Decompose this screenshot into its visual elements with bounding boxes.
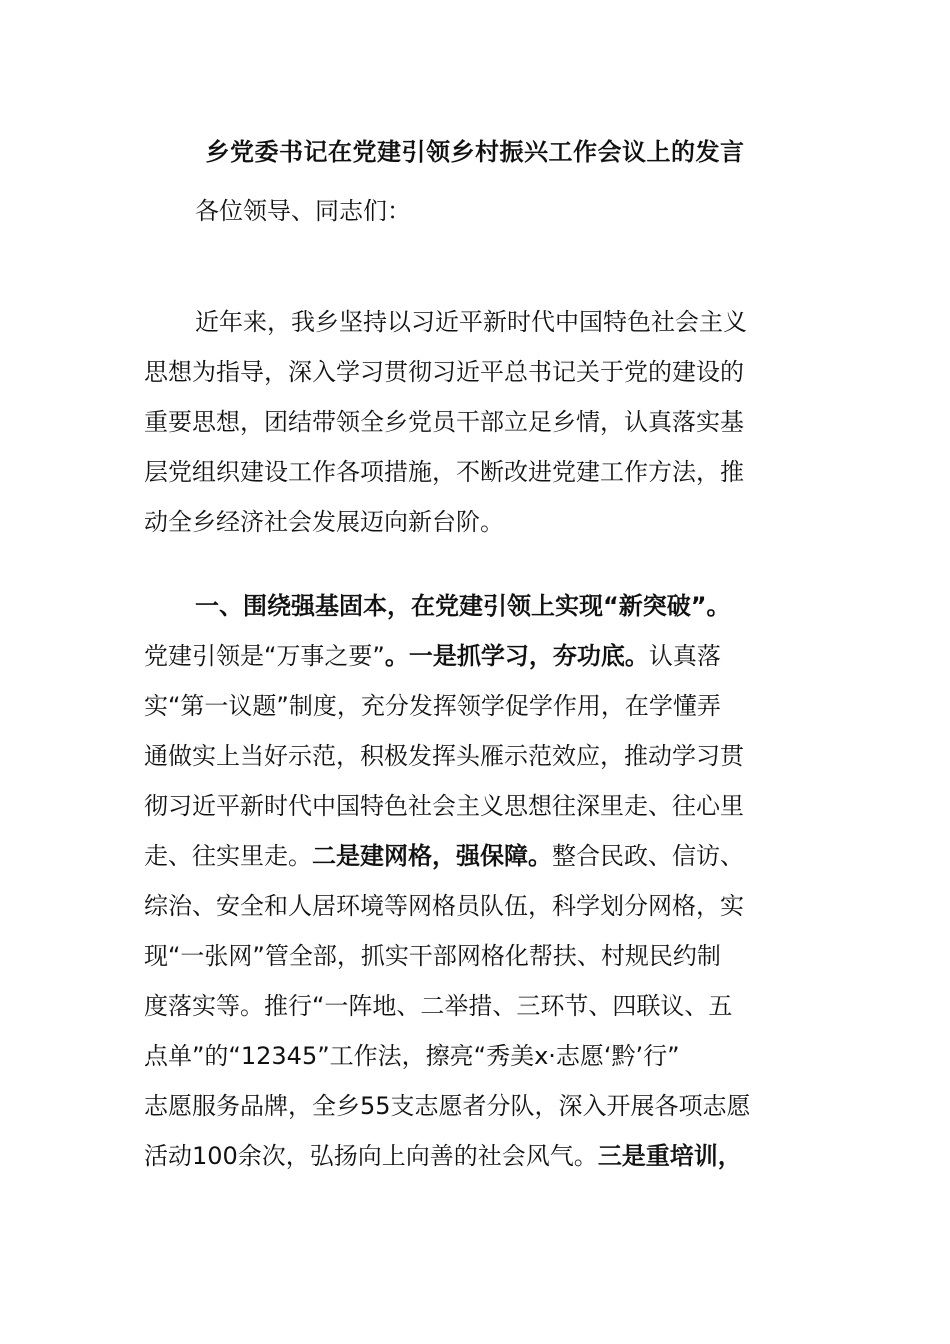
paragraph-line: 综治、安全和人居环境等网格员队伍，科学划分网格，实 — [144, 892, 744, 920]
section-one-paragraph — [144, 581, 804, 1181]
salutation: 各位领导、同志们： — [195, 197, 411, 225]
line-text: 党建引领是“万事之要” — [144, 642, 385, 670]
paragraph-line: 层党组织建设工作各项措施，不断改进党建工作方法，推 — [144, 458, 744, 486]
line-text: 活动100余次，弘扬向上向善的社会风气。 — [144, 1142, 598, 1170]
subpoint-heading-two: 二是建网格，强保障。 — [312, 842, 552, 870]
subpoint-heading-three: 三是重培训， — [597, 1142, 742, 1170]
paragraph-line: 志愿服务品牌，全乡55支志愿者分队，深入开展各项志愿 — [144, 1092, 751, 1120]
paragraph-line — [144, 831, 804, 881]
document-title: 乡党委书记在党建引领乡村振兴工作会议上的发言 — [205, 138, 745, 166]
intro-paragraph — [144, 297, 804, 547]
section-heading — [144, 581, 804, 631]
paragraph-line: 思想为指导，深入学习贯彻习近平总书记关于党的建设的 — [144, 358, 744, 386]
paragraph-line: 点单”的“12345”工作法，擦亮“秀美x·志愿‘黔’行” — [144, 1042, 680, 1070]
paragraph-line: 度落实等。推行“一阵地、二举措、三环节、四联议、五 — [144, 992, 733, 1020]
paragraph-line: 动全乡经济社会发展迈向新台阶。 — [144, 508, 504, 536]
line-text: 认真落 — [648, 642, 721, 670]
paragraph-line: 通做实上当好示范，积极发挥头雁示范效应，推动学习贯 — [144, 742, 744, 770]
paragraph-line: 实“第一议题”制度，充分发挥领学促学作用，在学懂弄 — [144, 692, 721, 720]
paragraph-line: 近年来，我乡坚持以习近平新时代中国特色社会主义 — [195, 308, 747, 336]
paragraph-line — [144, 1131, 804, 1181]
line-text: 整合民政、信访、 — [552, 842, 744, 870]
paragraph-line — [144, 631, 804, 681]
paragraph-line: 现“一张网”管全部，抓实干部网格化帮扶、村规民约制 — [144, 942, 721, 970]
paragraph-line: 彻习近平新时代中国特色社会主义思想往深里走、往心里 — [144, 792, 744, 820]
section-heading-text: 一、围绕强基固本，在党建引领上实现“新突破”。 — [195, 592, 731, 620]
line-text: 走、往实里走。 — [144, 842, 312, 870]
subpoint-heading-one: 。一是抓学习，夯功底。 — [384, 642, 649, 670]
paragraph-line: 重要思想，团结带领全乡党员干部立足乡情，认真落实基 — [144, 408, 744, 436]
